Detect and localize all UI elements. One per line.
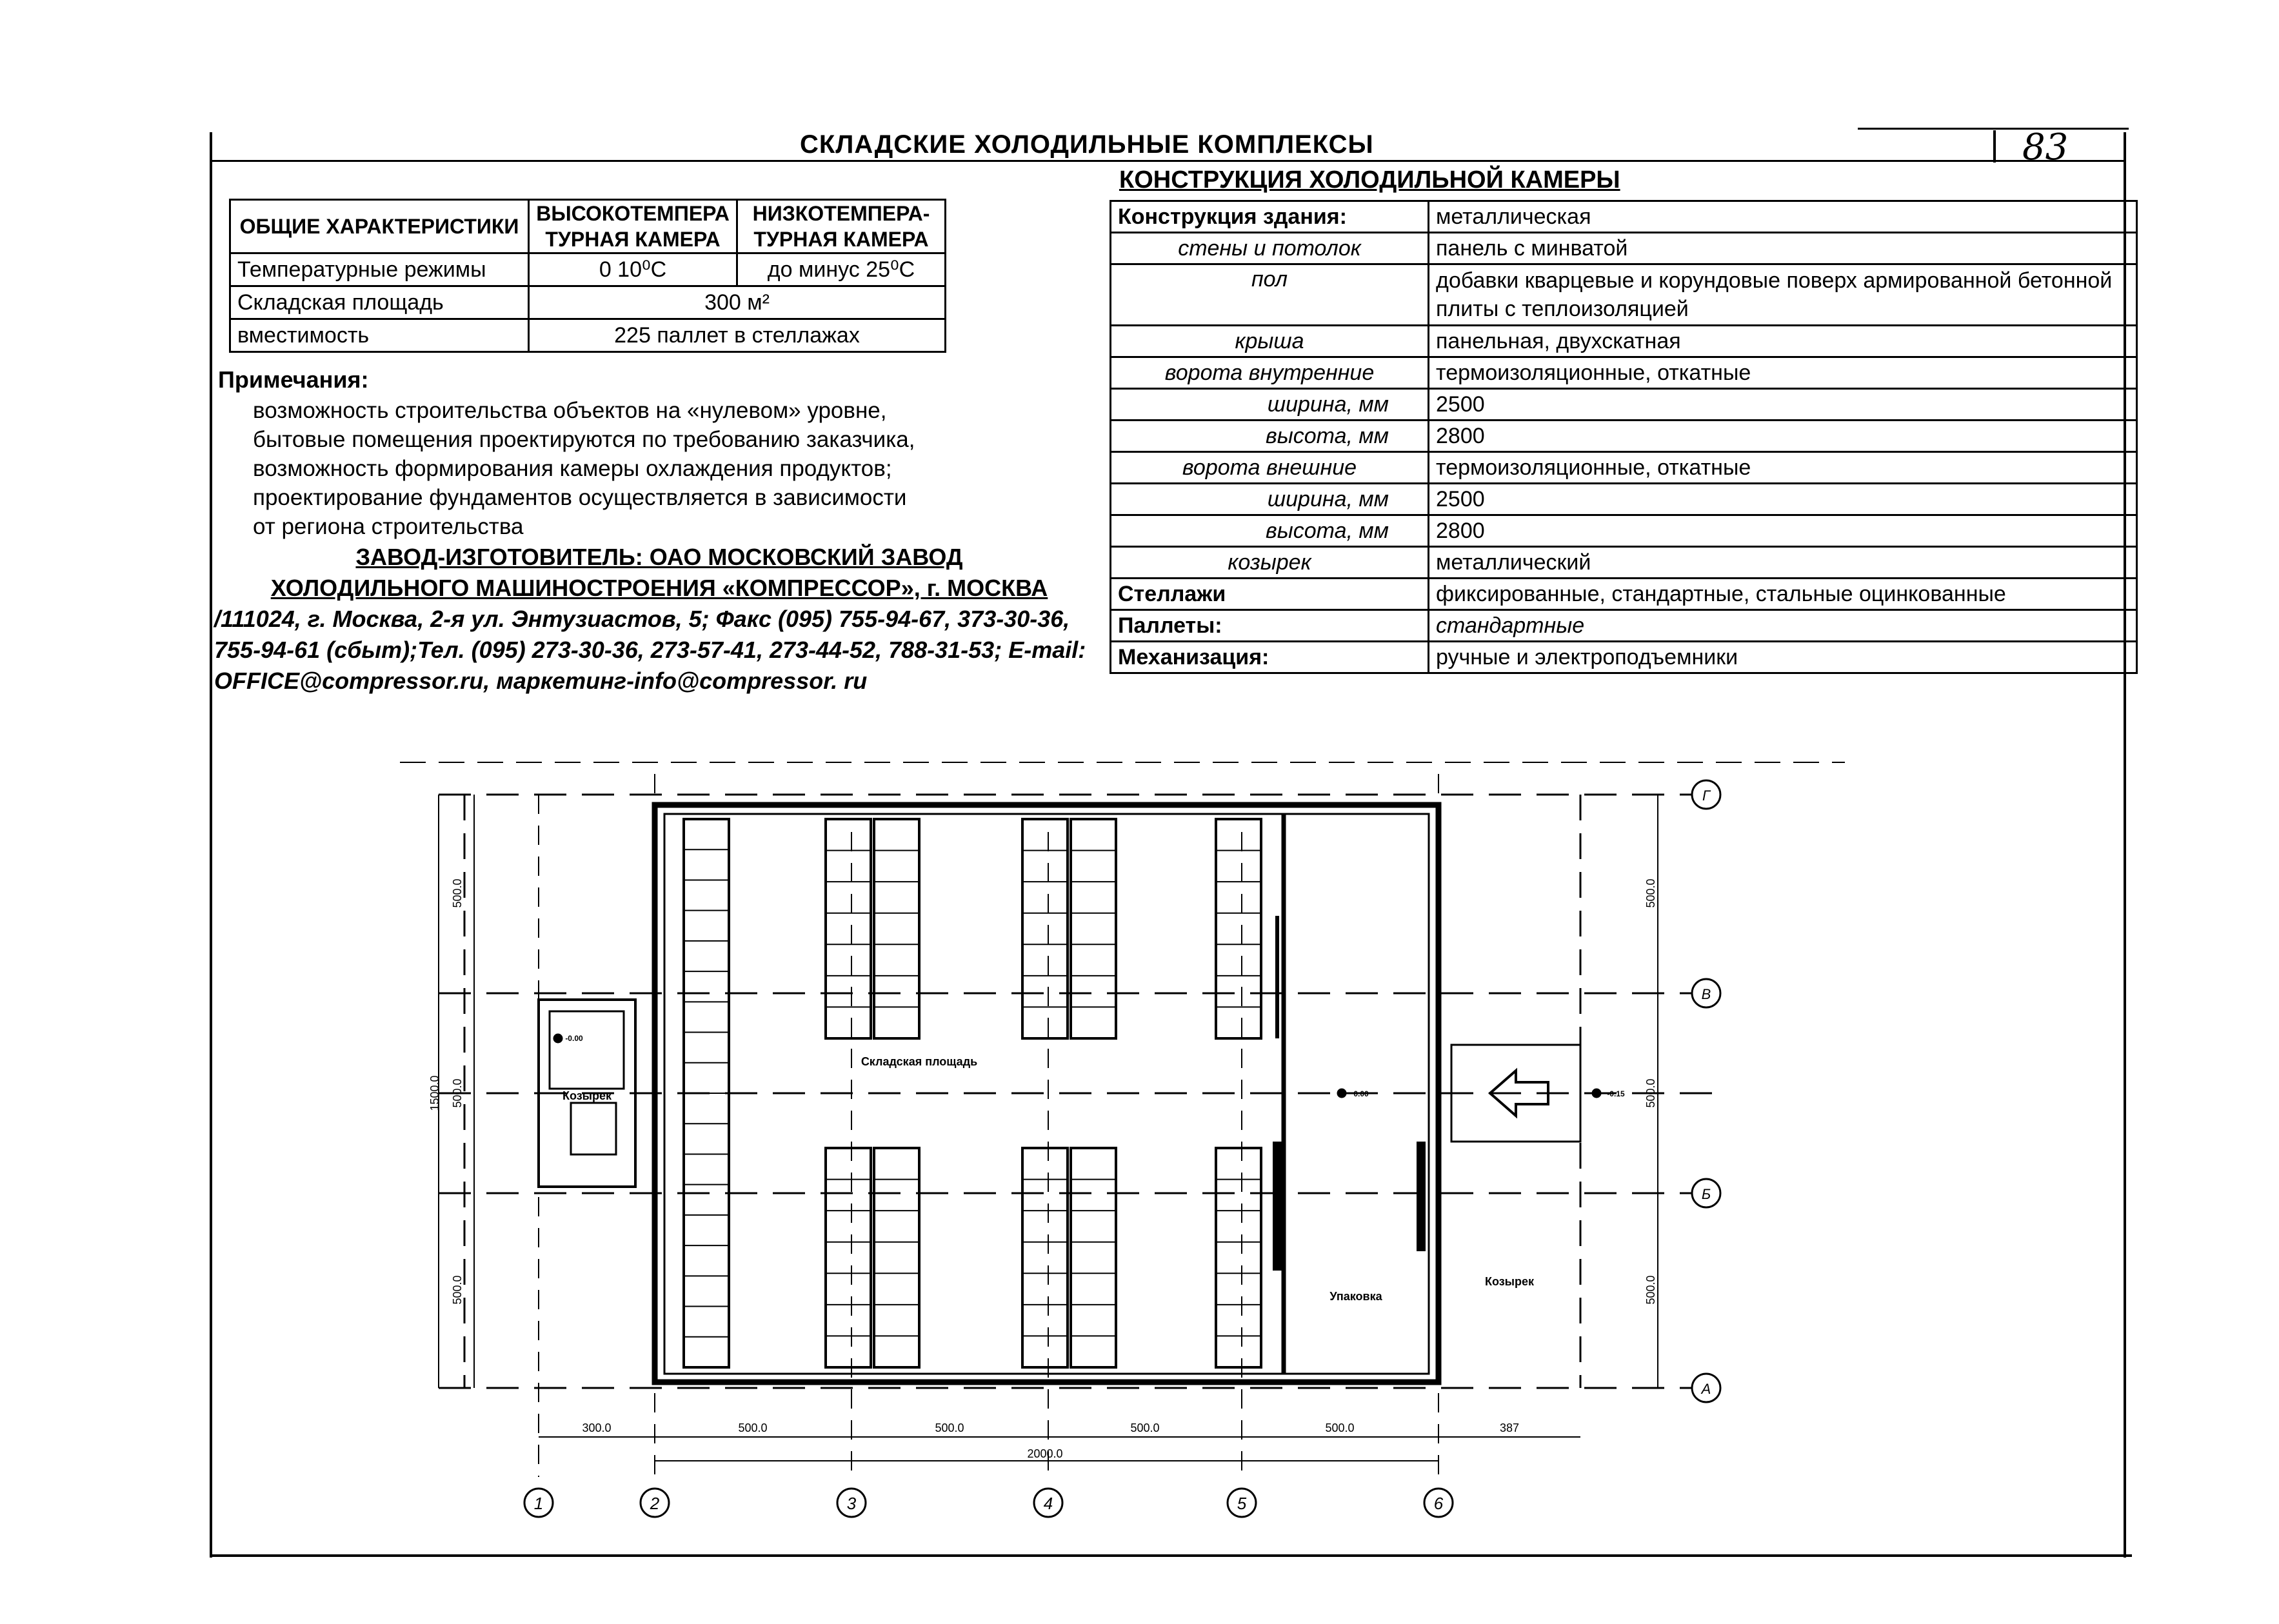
axis-number: 6 — [1433, 1494, 1444, 1513]
level-mark: -0.15 — [1607, 1089, 1625, 1098]
rack — [1071, 819, 1116, 1038]
construction-key: крыша — [1111, 326, 1429, 357]
canopy-right-label: Козырек — [1484, 1275, 1535, 1288]
construction-key: ширина, мм — [1111, 484, 1429, 515]
general-characteristics-table — [229, 199, 946, 353]
dim-label: 500.0 — [935, 1421, 964, 1434]
frame-top-line — [210, 160, 2125, 162]
dim-label: 500.0 — [451, 878, 464, 908]
construction-value: 2500 — [1429, 484, 2137, 515]
page-title: СКЛАДСКИЕ ХОЛОДИЛЬНЫЕ КОМПЛЕКСЫ — [800, 130, 1374, 159]
rack — [1071, 1148, 1116, 1367]
dim-label: 500.0 — [1644, 878, 1657, 908]
cell-capacity: 225 паллет в стеллажах — [529, 319, 946, 352]
dim-label: 500.0 — [738, 1421, 768, 1434]
floor-plan — [400, 755, 1909, 1529]
axis-number: 2 — [650, 1494, 660, 1513]
level-mark: 0.00 — [1353, 1089, 1369, 1098]
notes-title: Примечания: — [218, 366, 369, 393]
header-general: ОБЩИЕ ХАРАКТЕРИСТИКИ — [230, 200, 529, 253]
construction-value: ручные и электроподъемники — [1429, 642, 2137, 673]
rack — [1022, 819, 1068, 1038]
header-high-temp: ВЫСОКОТЕМПЕРА ТУРНАЯ КАМЕРА — [529, 200, 737, 253]
construction-value: 2800 — [1429, 515, 2137, 547]
axis-letter: Г — [1702, 787, 1710, 804]
construction-key: ворота внешние — [1111, 452, 1429, 484]
construction-value: стандартные — [1429, 610, 2137, 642]
dim-total-label: 2000.0 — [1027, 1447, 1063, 1460]
axis-letter: Б — [1701, 1186, 1711, 1202]
construction-value: металлическая — [1429, 201, 2137, 233]
canopy-left-inner — [550, 1011, 624, 1089]
dim-label: 300.0 — [582, 1421, 612, 1434]
construction-title: КОНСТРУКЦИЯ ХОЛОДИЛЬНОЙ КАМЕРЫ — [1119, 166, 1620, 193]
note-line: возможность строительства объектов на «нулевом» уровне, — [253, 398, 887, 423]
cell-low-temp: до минус 25⁰С — [737, 253, 946, 286]
construction-value: фиксированные, стандартные, стальные оцинкованные — [1429, 579, 2137, 610]
note-line: бытовые помещения проектируются по требованию заказчика, — [253, 427, 915, 452]
dim-label: 500.0 — [451, 1275, 464, 1305]
axis-letter: А — [1701, 1381, 1711, 1397]
rack — [1022, 1148, 1068, 1367]
rack — [826, 1148, 871, 1367]
frame-bottom — [210, 1554, 2132, 1557]
construction-value: панельная, двухскатная — [1429, 326, 2137, 357]
axis-letter: В — [1701, 986, 1711, 1002]
construction-value: панель с минватой — [1429, 233, 2137, 264]
construction-key: Конструкция здания: — [1111, 201, 1429, 233]
rack — [1216, 819, 1261, 1038]
rack — [874, 819, 919, 1038]
axis-number: 5 — [1237, 1494, 1247, 1513]
manufacturer-line2: ХОЛОДИЛЬНОГО МАШИНОСТРОЕНИЯ «КОМПРЕССОР», г. МОСКВА — [270, 575, 1048, 601]
axis-number: 4 — [1043, 1494, 1053, 1513]
manufacturer-address: /111024, г. Москва, 2-я ул. Энтузиастов, 5; Факс (095) 755-94-67, 373-30-36, 755-94-61 (сбыт);Тел. (095) 273-30-36, 273-57-41, 273-44-52, 788-31-53; E-mail: OFFICE@compressor.ru, маркетинг-info@compressor. ru — [214, 606, 1086, 694]
manufacturer-block — [214, 542, 1104, 697]
dim-label: 500.0 — [1644, 1275, 1657, 1305]
construction-key: ширина, мм — [1111, 389, 1429, 421]
level-mark-icon — [1337, 1089, 1346, 1098]
dim-label: 500.0 — [1130, 1421, 1160, 1434]
dim-label: 387 — [1499, 1421, 1520, 1434]
dim-label: 500.0 — [1644, 1078, 1657, 1108]
note-line: возможность формирования камеры охлаждения продуктов; — [253, 456, 892, 481]
construction-key: козырек — [1111, 547, 1429, 579]
canopy-left-inner-2 — [571, 1103, 616, 1154]
packing-label: Упаковка — [1329, 1290, 1382, 1303]
construction-value: термоизоляционные, откатные — [1429, 357, 2137, 389]
level-mark-icon — [553, 1034, 562, 1043]
construction-table — [1110, 200, 2138, 674]
storage-area-label: Складская площадь — [861, 1055, 978, 1068]
canopy-left-label: Козырек — [562, 1089, 612, 1102]
construction-key: высота, мм — [1111, 515, 1429, 547]
axis-number: 1 — [533, 1494, 544, 1513]
frame-left — [210, 132, 212, 1558]
construction-key: пол — [1111, 264, 1429, 326]
row-label: Температурные режимы — [230, 253, 529, 286]
construction-key: Механизация: — [1111, 642, 1429, 673]
cell-high-temp: 0 10⁰С — [529, 253, 737, 286]
dim-label: 500.0 — [1325, 1421, 1355, 1434]
construction-key: высота, мм — [1111, 421, 1429, 452]
row-label: Складская площадь — [230, 286, 529, 319]
dim-label: 1500.0 — [428, 1075, 441, 1111]
construction-value: термоизоляционные, откатные — [1429, 452, 2137, 484]
dim-label: 500.0 — [451, 1078, 464, 1108]
rack — [826, 819, 871, 1038]
level-mark-icon — [1592, 1089, 1601, 1098]
construction-key: Паллеты: — [1111, 610, 1429, 642]
construction-key: стены и потолок — [1111, 233, 1429, 264]
construction-value: металлический — [1429, 547, 2137, 579]
construction-value: 2500 — [1429, 389, 2137, 421]
rack — [1216, 1148, 1261, 1367]
page-number: 83 — [2022, 126, 2069, 168]
manufacturer-line1: ЗАВОД-ИЗГОТОВИТЕЛЬ: ОАО МОСКОВСКИЙ ЗАВОД — [355, 544, 963, 570]
header-low-temp: НИЗКОТЕМПЕРА-ТУРНАЯ КАМЕРА — [737, 200, 946, 253]
cell-area: 300 м² — [529, 286, 946, 319]
construction-key: ворота внутренние — [1111, 357, 1429, 389]
construction-value: 2800 — [1429, 421, 2137, 452]
row-label: вместимость — [230, 319, 529, 352]
rack — [874, 1148, 919, 1367]
frame-top-line-right — [1858, 128, 2129, 130]
construction-value: добавки кварцевые и корундовые поверх армированной бетонной плиты с теплоизоляцией — [1429, 264, 2137, 326]
axis-number: 3 — [846, 1494, 857, 1513]
level-mark: -0.00 — [565, 1034, 583, 1043]
note-line: проектирование фундаментов осуществляется в зависимости — [253, 485, 907, 510]
notes-list — [253, 396, 915, 541]
note-line: от региона строительства — [253, 514, 524, 539]
construction-key: Стеллажи — [1111, 579, 1429, 610]
